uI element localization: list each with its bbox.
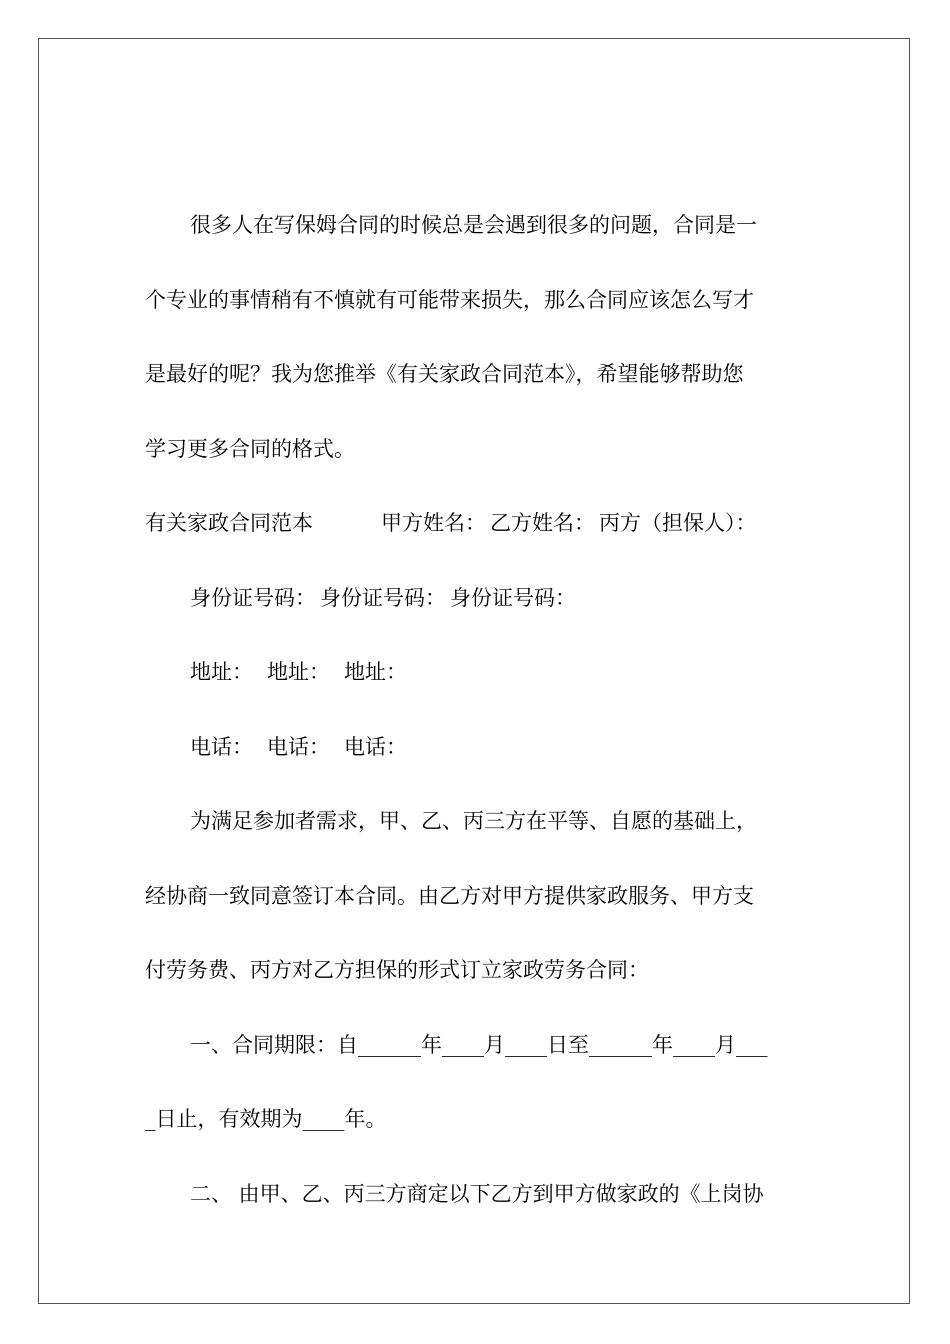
party-b-phone-label: 电话： [267,734,330,759]
party-c-address-label: 地址： [344,660,407,684]
party-a-id-label: 身份证号码： [190,585,316,610]
purpose-line-1: 为满足参加者需求，甲、乙、丙三方在平等、自愿的基础上， [190,809,757,833]
clause-1-line-2: _日止，有效期为____年。 [145,1107,387,1131]
party-a-name-label: 甲方姓名： [381,511,486,535]
clause-1-line-1: 一、合同期限：自______年____月____日至______年____月___ [190,1032,768,1057]
party-c-id-label: 身份证号码： [450,585,576,610]
party-a-address-label: 地址： [190,660,253,684]
party-b-id-label: 身份证号码： [320,585,446,610]
contract-title: 有关家政合同范本 [145,511,313,535]
contract-header-row [145,486,805,561]
party-c-phone-label: 电话： [344,734,407,759]
purpose-line-2: 经协商一致同意签订本合同。由乙方对甲方提供家政服务、甲方支 [145,883,754,908]
intro-line-1: 很多人在写保姆合同的时候总是会遇到很多的问题，合同是一 [190,213,757,237]
clause-2-line-1: 二、 由甲、乙、丙三方商定以下乙方到甲方做家政的《上岗协 [190,1181,764,1206]
document-body [145,188,805,1231]
address-row [145,635,805,710]
phone-row [145,710,805,785]
party-b-name-label: 乙方姓名： [490,511,595,535]
intro-line-4: 学习更多合同的格式。 [145,436,355,461]
party-a-phone-label: 电话： [190,734,253,759]
party-b-address-label: 地址： [267,660,330,684]
party-c-name-label: 丙方（担保人）： [599,511,757,535]
intro-line-2: 个专业的事情稍有不慎就有可能带来损失，那么合同应该怎么写才 [145,287,754,312]
intro-line-3: 是最好的呢？我为您推举《有关家政合同范本》，希望能够帮助您 [145,362,744,386]
purpose-line-3: 付劳务费、丙方对乙方担保的形式订立家政劳务合同： [145,958,649,982]
id-number-row [145,561,805,636]
